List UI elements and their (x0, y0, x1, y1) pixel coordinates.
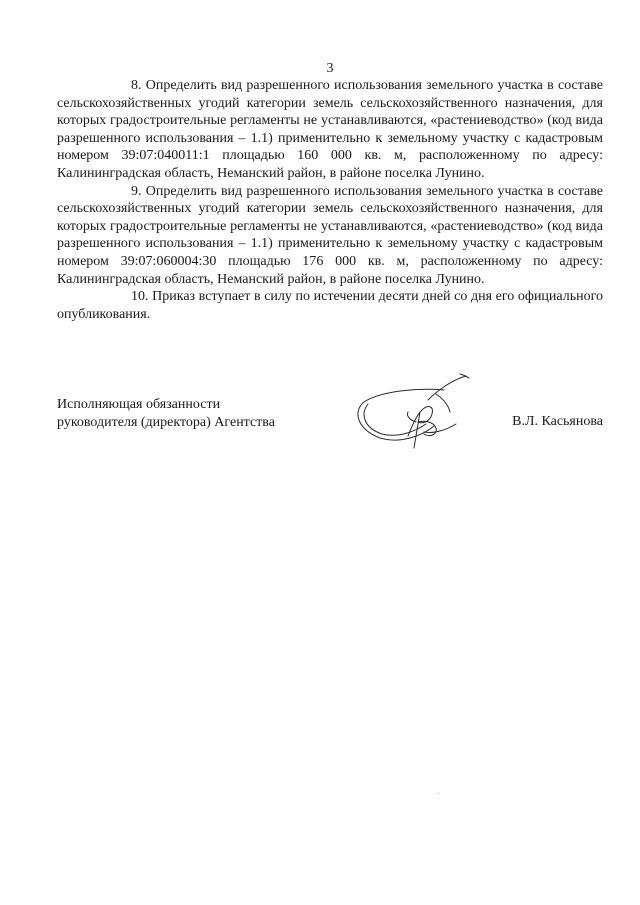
paragraph-number: 9. (131, 183, 142, 199)
paragraph-text: Определить вид разрешенного использования земельного участка в составе сельскохозяйственных угодий категории земель сельскохозяйственного назначения, для которых градостроительные регламенты не устанавливаются, «растениеводство» (код вида разрешенного использования – 1.1) применительно к земельному участку с кадастровым номером 39:07:040011:1 площадью 160 000 кв. м, расположенному по адресу: Калининградская область, Неманский район, в районе поселка Лунино. (57, 78, 603, 181)
signatory-position-line-2: руководителя (директора) Агентства (57, 414, 275, 430)
handwritten-signature (352, 370, 477, 455)
paragraph-number: 8. (131, 78, 142, 93)
paragraph-text: Определить вид разрешенного использования земельного участка в составе сельскохозяйственных угодий категории земель сельскохозяйственного назначения, для которых градостроительные регламенты не устанавливаются, «растениеводство» (код вида разрешенного использования – 1.1) применительно к земельному участку с кадастровым номером 39:07:060004:30 площадью 176 000 кв. м, расположенному по адресу: Калининградская область, Неманский район, в районе поселка Лунино. (57, 183, 603, 287)
scan-artifact-dot (438, 793, 439, 794)
signature-block (57, 396, 617, 466)
page-number: 3 (326, 61, 334, 76)
signatory-position (57, 396, 275, 431)
signatory-position-line-1: Исполняющая обязанности (57, 397, 221, 412)
paragraph-9 (57, 183, 603, 289)
signatory-name: В.Л. Касьянова (512, 414, 603, 429)
document-body (57, 77, 603, 323)
paragraph-text: Приказ вступает в силу по истечении десяти дней со дня его официального опубликования. (57, 289, 604, 322)
paragraph-10 (57, 288, 603, 323)
paragraph-8 (57, 77, 603, 183)
paragraph-number: 10. (131, 289, 149, 305)
